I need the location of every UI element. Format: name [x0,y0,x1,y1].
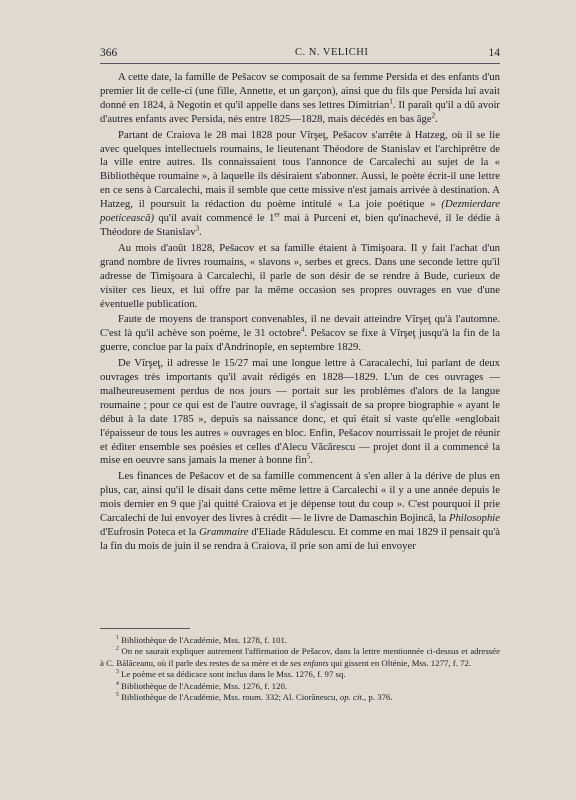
footnote-marker: 1 [116,635,119,642]
text-run: Partant de Craiova le 28 mai 1828 pour Vîrşeţ, Pešacov s'arrête à Hatzeg, où il se lie avec quelques intellectuels roumains, le lieutenant Théodore de Stanislav et l'archiprêtre de la ville entre autres. Ils connaissaient tous l'annonce de Carcalechi au sujet de la « Bibliothèque roumaine », à laquelle ils désiraient s'abonner. Aussi, le poète écrit-il une lettre en ce sens à Carcalechi, mais il semble que cette missive n'est jamais arrivée à destination. A Hatzeg, il poursuit la rédaction du poème intitulé « La joie poétique » [100,128,500,211]
italic-text: ses enfants [290,657,329,668]
footnote [100,681,500,692]
paragraph [100,129,500,240]
paragraph [100,71,500,127]
paragraph [100,357,500,468]
footnote [100,635,500,646]
text-run: . [199,225,202,238]
text-run: mai à Purceni et, bien qu'inachevé, il le dédie à Théodore de Stanislav [100,212,500,238]
text-run: qui gissent en Olténie, Mss. 1277, f. 72. [328,657,472,668]
footnotes [100,628,500,703]
italic-text: Philosophie [448,512,500,525]
text-run: d'Eliade Rădulescu. Et comme en mai 1829 il pensait qu'à la fin du mois de juin il se rendra à Craiova, il prie son ami de lui envoyer [100,526,500,552]
text-run: d'Eufrosin Poteca et la [100,526,200,538]
footnote-marker: 4 [116,680,119,687]
text-run: Faute de moyens de transport convenables, il ne devait atteindre Vîrşeţ qu'à l'automne. C'est là qu'il achève son poème, le 31 octobre [100,313,500,340]
paragraph [100,470,500,553]
text-run: Les finances de Pešacov et de sa famille commencent à s'en aller à la dérive de plus en plus, car, ainsi qu'il le disait dans cette même lettre à Carcalechi « il y a une année depuis le mois dernier en 9 que j'ai quitté Craiova et je dépense tout du coup ». C'est pourquoi il prie Carcalechi de lui envoyer des livres à crédit — le livre de Damaschin Bojincă, la [100,470,500,525]
footnote-marker: 2 [431,111,436,120]
text-run: . [310,454,313,467]
text-run: qu'il avait commencé le 1 [154,212,275,225]
footnote-separator [100,628,190,629]
italic-text: Grammaire [199,526,249,538]
italic-text: op. cit. [339,692,365,703]
footnote-marker: 2 [116,646,119,653]
footnote-marker: 5 [306,452,311,461]
page-number-right: 14 [488,47,500,59]
text-run: De Vîrşeţ, il adresse le 15/27 mai une longue lettre à Caracalechi, lui parlant de deux ouvrages très importants qu'il avait rédigés en 1828—1829. L'un de ces ouvrages — malheureusement perdus de nos jours — portait sur les problèmes d'alors de la langue roumaine ; pour ce qui est de l'autre ouvrage, il s'agissait de sa propre biographie « ayant le début à la date 1785 », depuis sa naissance donc, et qui était si vaste qu'elle «englobait l'épaisseur de tous les autres » ouvrages en bloc. Enfin, Pešacov nourrissait le projet de réunir et éditer ensemble ses poésies et celles d'Alecu Văcărescu — projet dont il a commencé la mise en oeuvre sans jamais la mener à bonne fin [100,357,500,467]
footnote-marker: 1 [389,97,393,106]
footnote-marker: 4 [300,325,305,334]
text-run: A cette date, la famille de Pešacov se composait de sa femme Persida et des enfants d'un premier lit de celle-ci (une fille, Annette, et un garçon), ainsi que du fils que Persida lui avait donné en 1824, à Negotin et qu'il appelle dans ses lettres Dimitrian [100,71,500,111]
footnote-marker: 3 [195,224,200,233]
text-run: Au mois d'août 1828, Pešacov et sa famille étaient à Timişoara. Il y fait l'achat d'un grand nombre de livres roumains, « slavons », serbes et grecs. Dans une seconde lettre qu'il adresse de Timişoara à Carcalechi, il parle de son désir de se rendre à Bude, curieux de visiter ces lieux, et lui offre par la même occasion ses propres ouvrages en vue d'une éventuelle publication. [100,241,500,310]
text-run: Bibliothèque de l'Académie, Mss. roum. 332; Al. Ciorănescu, [118,692,340,703]
footnote-marker: 5 [116,692,119,699]
text-run: On ne saurait expliquer autrement l'affirmation de Pešacov, dans la lettre mentionnée ci-dessus et adressée à C. Bălăceanu, où il parle des restes de sa mère et de [100,646,500,668]
footnote [100,646,500,669]
text-run: Bibliothèque de l'Académie, Mss. 1276, f. 120. [118,680,288,691]
italic-text: (Dezmierdare poeticească) [100,198,500,225]
text-run: Le poème et sa dédicace sont inclus dans le Mss. 1276, f. 97 sq. [118,669,346,680]
text-run: . Il paraît qu'il a dû avoir d'autres enfants avec Persida, nés entre 1825—1828, mais décédés en bas âge [100,98,500,125]
page-number-left: 366 [100,47,118,59]
footnote-marker: 3 [116,669,119,676]
paragraph [100,313,500,355]
paragraph [100,242,500,312]
text-run: . [435,112,438,125]
footnote [100,692,500,703]
body-text [100,71,500,556]
text-run: , p. 376. [364,692,393,703]
footnote-list [100,635,500,703]
header-rule [100,63,500,64]
text-run: Bibliothèque de l'Académie, Mss. 1278, f. 101. [118,635,288,645]
footnote [100,669,500,680]
running-head-author: C. N. VELICHI [295,47,369,58]
footnote-marker: er [274,210,280,219]
text-run: . Pešacov se fixe à Vîrşeţ jusqu'à la fin de la guerre, conclue par la paix d'Andrinople, en septembre 1829. [100,327,500,354]
